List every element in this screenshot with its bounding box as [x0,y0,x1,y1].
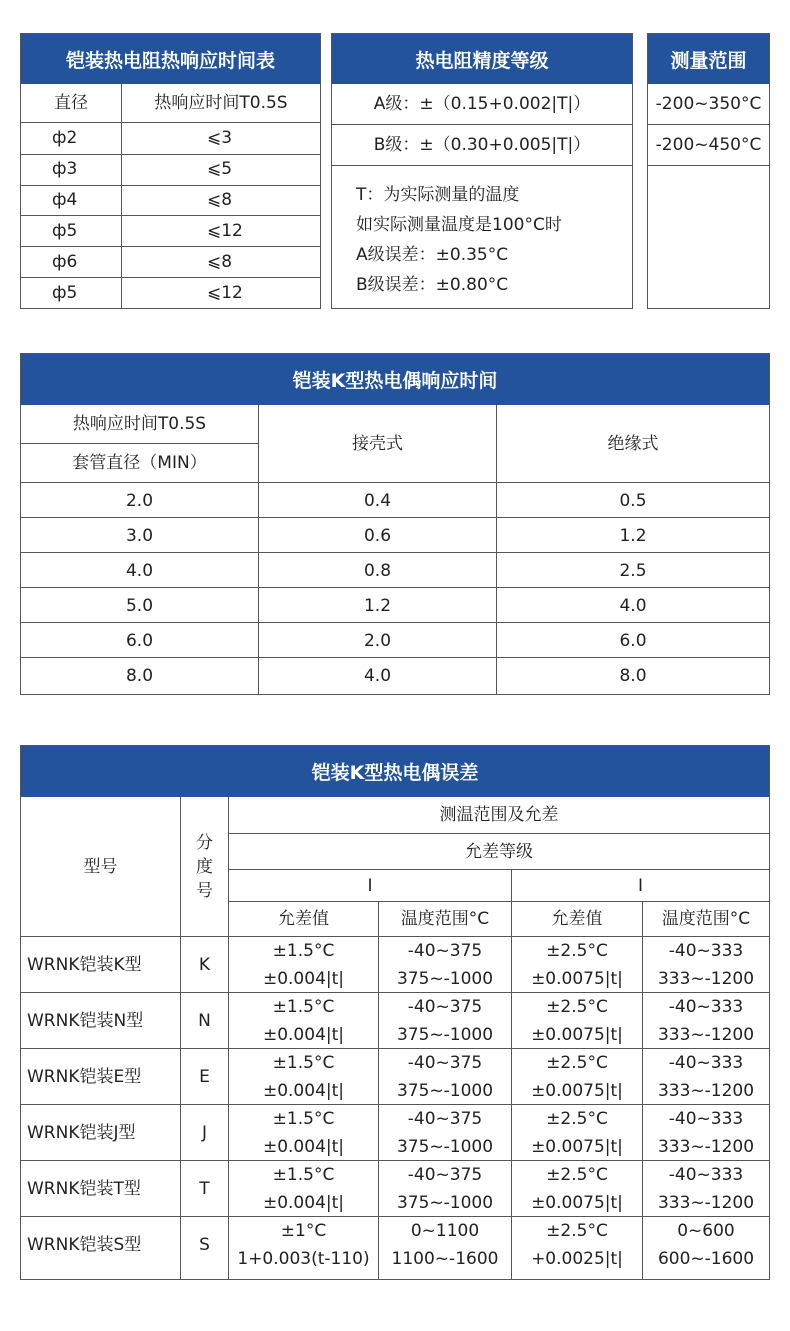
tol1-line: ±0.004|t| [262,969,345,989]
k-error-table [20,745,770,1280]
level-2: I [637,875,643,896]
range2-cell [643,1049,769,1105]
tol2-line: ±0.0075|t| [531,969,623,989]
tol2-line: ±2.5°C [546,1165,608,1185]
model-cell: WRNK铠装J型 [27,1123,136,1143]
diameter-cell: ф2 [52,128,78,149]
diameter-cell: 3.0 [125,525,154,546]
sub-tolerance-1: 允差值 [278,909,329,929]
range1-line: -40~375 [407,941,483,961]
range1-line: -40~375 [407,1109,483,1129]
range2-line: 333~-1200 [657,969,755,989]
divider [648,165,769,166]
sub-tolerance-2: 允差值 [551,909,603,929]
note-line: T：为实际测量的温度 [356,185,520,205]
range1-line: -40~375 [407,1053,483,1073]
sub-range-1: 温度范围°C [400,909,490,929]
tol1-line: ±1.5°C [272,997,335,1017]
tol2-line: ±2.5°C [546,1109,608,1129]
grade-cell: E [199,1067,210,1087]
contact-cell: 1.2 [363,595,392,616]
tol1-line: 1+0.003(t-110) [237,1249,370,1269]
tol2-cell [512,1105,642,1161]
insulated-cell: 8.0 [619,665,647,686]
range2-line: -40~333 [668,941,744,961]
tol1-cell [229,1217,378,1273]
tol1-cell [229,1161,378,1217]
tol1-line: ±1.5°C [272,941,335,961]
tol1-cell [229,937,378,993]
tol2-cell [512,1049,642,1105]
response-cell: ⩽8 [207,190,233,211]
rtd-response-table [20,33,321,309]
tol2-cell [512,1217,642,1273]
tol1-line: ±0.004|t| [262,1137,345,1157]
contact-cell: 0.4 [363,490,392,511]
tol1-line: ±0.004|t| [262,1081,345,1101]
range2-cell [643,937,769,993]
diameter-cell: 8.0 [125,665,154,686]
rtd-accuracy-table [331,33,633,309]
head-range-tolerance: 测温范围及允差 [439,805,559,825]
insulated-cell: 1.2 [619,525,647,546]
tol2-line: ±2.5°C [546,1053,608,1073]
diameter-cell: ф5 [52,282,78,303]
tol2-line: ±0.0075|t| [531,1025,623,1045]
range2-line: -40~333 [668,1053,744,1073]
insulated-cell: 6.0 [619,630,647,651]
diameter-cell: ф6 [52,251,78,272]
note-line: B级误差：±0.80°C [356,275,509,295]
class-b-formula: B级：±（0.30+0.005|T|） [373,135,591,155]
range2-line: 333~-1200 [657,1193,755,1213]
model-cell: WRNK铠装T型 [27,1179,141,1199]
range2-line: 0~600 [677,1221,735,1241]
diameter-cell: ф5 [52,220,78,241]
range1-line: 375~-1000 [396,1025,494,1045]
tol1-line: ±0.004|t| [262,1025,345,1045]
col-model: 型号 [83,856,118,877]
range2-line: 600~-1600 [657,1249,755,1269]
contact-cell: 0.6 [363,525,392,546]
head-sheath-diameter: 套管直径（MIN） [72,453,207,473]
range-class-a: -200~350°C [655,94,762,114]
measure-range-title: 测量范围 [648,34,769,84]
tol2-line: ±0.0075|t| [531,1193,623,1213]
head-response-time: 热响应时间T0.5S [72,414,207,434]
diameter-cell: ф3 [52,159,78,180]
sub-range-2: 温度范围°C [661,909,751,929]
range1-line: 375~-1000 [396,1193,494,1213]
grade-cell: K [198,955,211,975]
level-1: I [367,875,373,896]
col-contact-type: 接壳式 [352,433,403,454]
range1-cell [379,993,511,1049]
range2-cell [643,1161,769,1217]
range1-line: -40~375 [407,997,483,1017]
head-tolerance-level: 允差等级 [465,841,533,862]
range2-line: 333~-1200 [657,1137,755,1157]
range1-cell [379,1049,511,1105]
range1-cell [379,937,511,993]
col-insulated-type: 绝缘式 [607,433,659,454]
grade-cell: J [201,1123,207,1143]
diameter-cell: 6.0 [125,630,154,651]
diameter-cell: 4.0 [125,560,154,581]
model-cell: WRNK铠装N型 [27,1011,144,1031]
col-diameter: 直径 [54,93,88,113]
k-response-title: 铠装K型热电偶响应时间 [21,354,769,405]
range2-cell [643,1217,769,1273]
diameter-cell: ф4 [52,190,78,211]
response-cell: ⩽5 [207,159,233,180]
model-cell: WRNK铠装E型 [27,1067,142,1087]
tol2-line: ±0.0075|t| [531,1137,623,1157]
model-cell: WRNK铠装S型 [27,1235,142,1255]
response-cell: ⩽8 [207,251,233,272]
tol1-line: ±1.5°C [272,1053,335,1073]
tol2-line: ±2.5°C [546,1221,608,1241]
range1-line: 1100~-1600 [391,1249,499,1269]
contact-cell: 4.0 [363,665,392,686]
response-cell: ⩽12 [207,282,243,303]
range2-line: -40~333 [668,1109,744,1129]
tol2-line: ±2.5°C [546,941,608,961]
col-response: 热响应时间T0.5S [154,93,288,113]
tol1-cell [229,1049,378,1105]
tol2-line: +0.0025|t| [531,1249,623,1269]
k-response-table [20,353,770,695]
contact-cell: 0.8 [363,560,392,581]
tol2-cell [512,937,642,993]
class-a-formula: A级：±（0.15+0.002|T|） [373,94,591,114]
range1-line: 375~-1000 [396,969,494,989]
grade-cell: S [199,1235,210,1255]
range1-line: 375~-1000 [396,1081,494,1101]
range2-cell [643,993,769,1049]
insulated-cell: 2.5 [619,560,647,581]
col-grade: 分 度 号 [196,832,213,901]
range1-cell [379,1217,511,1273]
grade-cell: N [198,1011,211,1031]
k-error-title: 铠装K型热电偶误差 [21,746,769,797]
grade-cell: T [199,1179,210,1199]
range1-line: -40~375 [407,1165,483,1185]
divider [332,165,632,166]
contact-cell: 2.0 [363,630,392,651]
diameter-cell: 2.0 [125,490,154,511]
tol1-line: ±1.5°C [272,1165,335,1185]
range2-cell [643,1105,769,1161]
range-class-b: -200~450°C [655,135,762,155]
range2-line: -40~333 [668,997,744,1017]
range1-line: 0~1100 [410,1221,480,1241]
insulated-cell: 0.5 [619,490,647,511]
tol2-cell [512,993,642,1049]
tol1-line: ±0.004|t| [262,1193,345,1213]
tol1-cell [229,1105,378,1161]
tol1-line: ±1.5°C [272,1109,335,1129]
tol1-cell [229,993,378,1049]
range1-cell [379,1105,511,1161]
range1-line: 375~-1000 [396,1137,494,1157]
insulated-cell: 4.0 [619,595,647,616]
note-line: A级误差：±0.35°C [356,245,509,265]
range2-line: -40~333 [668,1165,744,1185]
tol2-line: ±2.5°C [546,997,608,1017]
range1-cell [379,1161,511,1217]
rtd-accuracy-title: 热电阻精度等级 [332,34,632,84]
diameter-cell: 5.0 [125,595,154,616]
model-cell: WRNK铠装K型 [27,955,142,975]
tol1-line: ±1°C [280,1221,327,1241]
tol2-line: ±0.0075|t| [531,1081,623,1101]
measure-range-table [647,33,770,309]
note-line: 如实际测量温度是100°C时 [356,215,562,235]
range2-line: 333~-1200 [657,1081,755,1101]
tol2-cell [512,1161,642,1217]
rtd-response-title: 铠装热电阻热响应时间表 [21,34,320,84]
range2-line: 333~-1200 [657,1025,755,1045]
response-cell: ⩽12 [207,220,243,241]
response-cell: ⩽3 [207,128,233,149]
